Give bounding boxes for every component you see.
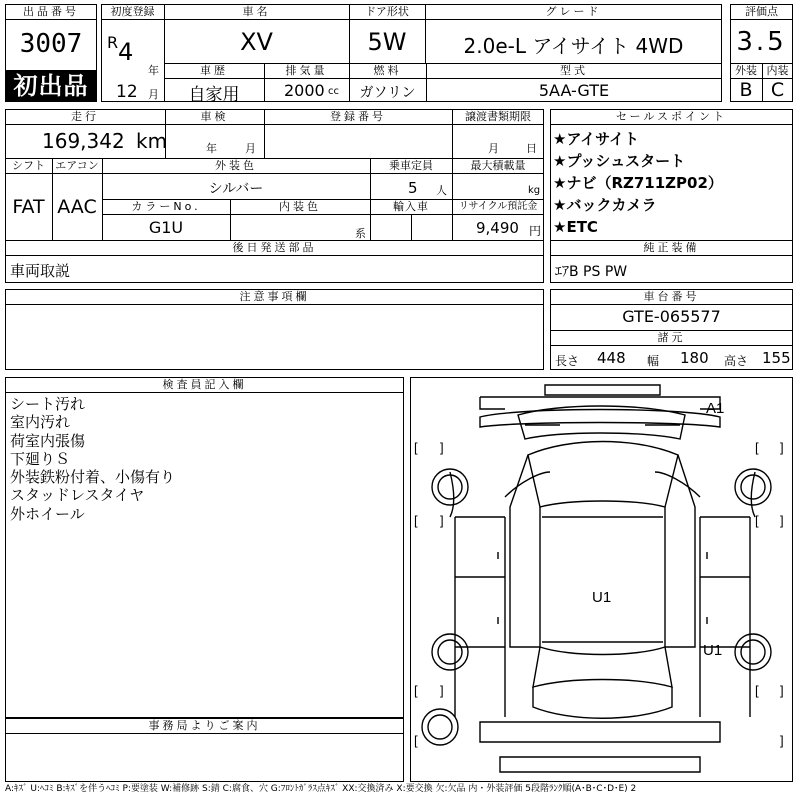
displacement-label: 排気量 <box>285 64 328 77</box>
reg-month: 12 <box>116 82 138 102</box>
office-label: 事務局よりご案内 <box>148 719 261 732</box>
bracket-mark: ] <box>780 683 784 698</box>
capacity-label: 乗車定員 <box>389 159 433 172</box>
fuel-label: 燃料 <box>373 64 402 77</box>
car-history: 自家用 <box>188 85 240 105</box>
int-color-label: 内装色 <box>279 200 321 213</box>
color-no: G1U <box>148 218 184 237</box>
shift-label: シフト <box>12 159 45 172</box>
car-diagram-drawing <box>410 377 793 782</box>
score: 3.5 <box>736 27 787 57</box>
reg-number-label: 登録番号 <box>330 110 386 123</box>
inspector-line: シート汚れ <box>10 395 86 413</box>
interior-label: 内装 <box>766 64 789 77</box>
dims-label: 諸元 <box>657 331 686 344</box>
sales-point-item: ★アイサイト <box>553 130 640 148</box>
aircon: AAC <box>57 196 97 218</box>
bracket-mark: [ <box>755 440 759 455</box>
import-label: 輸入車 <box>393 200 429 213</box>
recycle-fee: 9,490 <box>476 219 519 237</box>
length: 448 <box>597 349 626 367</box>
equipment-label: 純正装備 <box>643 241 700 254</box>
height: 155 <box>762 349 791 367</box>
ext-color-label: 外装色 <box>215 159 257 172</box>
bracket-mark: [ <box>414 513 418 528</box>
grade-label: グレード <box>545 5 602 18</box>
door-label: ドア形状 <box>365 5 409 18</box>
bracket-mark: [ <box>414 683 418 698</box>
sales-point-item: ★バックカメラ <box>553 196 657 214</box>
displacement-unit: cc <box>328 86 339 97</box>
exterior-grade: B <box>739 79 753 101</box>
capacity-unit: 人 <box>436 184 447 197</box>
bracket-mark: ] <box>440 683 444 698</box>
recycle-label: リサイクル預託金 <box>458 201 538 212</box>
later-parts-label: 後日発送部品 <box>232 241 317 254</box>
width: 180 <box>680 349 709 367</box>
grade: 2.0e-L アイサイト 4WD <box>463 34 684 58</box>
exterior-label: 外装 <box>735 64 757 77</box>
transfer-month-unit: 月 <box>488 142 499 155</box>
inspector-line: スタッドレスタイヤ <box>10 486 145 505</box>
bracket-mark: [ <box>755 513 759 528</box>
transfer-day-unit: 日 <box>526 142 537 155</box>
later-parts: 車両取説 <box>10 262 71 280</box>
bracket-mark: ] <box>780 733 784 748</box>
bracket-mark: [ <box>414 733 418 748</box>
sales-points-label: セールスポイント <box>615 110 727 123</box>
bracket-mark: [ <box>414 440 418 455</box>
capacity: 5 <box>408 179 418 197</box>
inspector-notes <box>10 395 175 523</box>
notes-label: 注意事項欄 <box>239 290 310 303</box>
mileage-unit: km <box>136 129 168 153</box>
first-reg-label: 初度登録 <box>110 5 155 18</box>
inspector-line: 荷室内張傷 <box>10 431 86 450</box>
inspector-line: 下廻りＳ <box>10 449 71 468</box>
length-label: 長さ <box>555 354 580 368</box>
inspector-line: 外ホイール <box>10 504 85 523</box>
reg-era: R <box>107 33 119 52</box>
bracket-mark: ] <box>780 440 784 455</box>
first-listing-badge: 初出品 <box>5 70 97 102</box>
height-label: 高さ <box>724 354 749 368</box>
chassis-number: GTE-065577 <box>622 307 721 326</box>
width-label: 幅 <box>647 354 660 368</box>
max-load-label: 最大積載量 <box>470 159 526 172</box>
model: 5AA-GTE <box>538 81 610 100</box>
recycle-unit: 円 <box>529 224 542 238</box>
model-label: 型式 <box>560 64 588 77</box>
inspector-line: 室内汚れ <box>10 413 71 432</box>
sales-point-item: ★ETC <box>553 218 598 236</box>
mileage: 169,342 <box>42 129 125 153</box>
fuel: ガソリン <box>359 85 416 101</box>
car-name-label: 車名 <box>242 5 271 18</box>
inspection-label: 車検 <box>200 110 229 123</box>
car-name: XV <box>240 28 273 56</box>
year-unit: 年 <box>148 64 159 77</box>
door-type: 5W <box>367 28 407 56</box>
bracket-mark: ] <box>780 513 784 528</box>
inspection-month-unit: 月 <box>245 142 256 155</box>
aircon-label: エアコン <box>55 159 99 172</box>
shift: FAT <box>12 196 45 218</box>
inspection-year-unit: 年 <box>206 142 217 155</box>
chassis-label: 車台番号 <box>643 290 700 303</box>
month-unit: 月 <box>148 88 159 101</box>
sales-point-item: ★ナビ（RZ711ZP02） <box>553 174 723 192</box>
displacement: 2000 <box>284 81 325 100</box>
car-history-label: 車歴 <box>200 64 228 77</box>
legend-text: A:ｷｽﾞ U:ﾍｺﾐ B:ｷｽﾞを伴うﾍｺﾐ P:要塗装 W:補修跡 S:錆 C:腐食、穴 G:ﾌﾛﾝﾄｶﾞﾗｽ点ｷｽﾞ XX:交換済み X:要交換 欠:欠品 内・外装評価 5段階ﾗﾝｸ順(A･B･C･D･E) 2 <box>5 784 637 794</box>
max-load-unit: kg <box>528 185 541 196</box>
ext-color: シルバー <box>208 181 264 197</box>
inspector-line: 外装鉄粉付着、小傷有り <box>10 468 176 487</box>
lot-number: 3007 <box>19 29 83 59</box>
sales-point-item: ★プッシュスタート <box>553 152 686 170</box>
damage-mark: A1 <box>706 400 725 417</box>
transfer-deadline-label: 譲渡書類期限 <box>465 110 531 123</box>
damage-mark: U1 <box>703 642 723 659</box>
bracket-mark: [ <box>755 683 759 698</box>
damage-mark: U1 <box>592 589 612 606</box>
int-color-unit: 系 <box>355 227 366 240</box>
bracket-mark: ] <box>440 440 444 455</box>
score-label: 評価点 <box>745 5 778 18</box>
sales-points-list <box>553 128 723 238</box>
inspector-label: 検査員記入欄 <box>162 378 247 391</box>
lot-number-label: 出品番号 <box>23 5 79 18</box>
color-no-label: カラーNo. <box>131 200 201 213</box>
bracket-mark: ] <box>440 513 444 528</box>
interior-grade: C <box>770 79 785 101</box>
mileage-label: 走行 <box>71 110 99 123</box>
equipment: ｴｱB PS PW <box>555 264 628 280</box>
reg-year: 4 <box>118 38 134 66</box>
